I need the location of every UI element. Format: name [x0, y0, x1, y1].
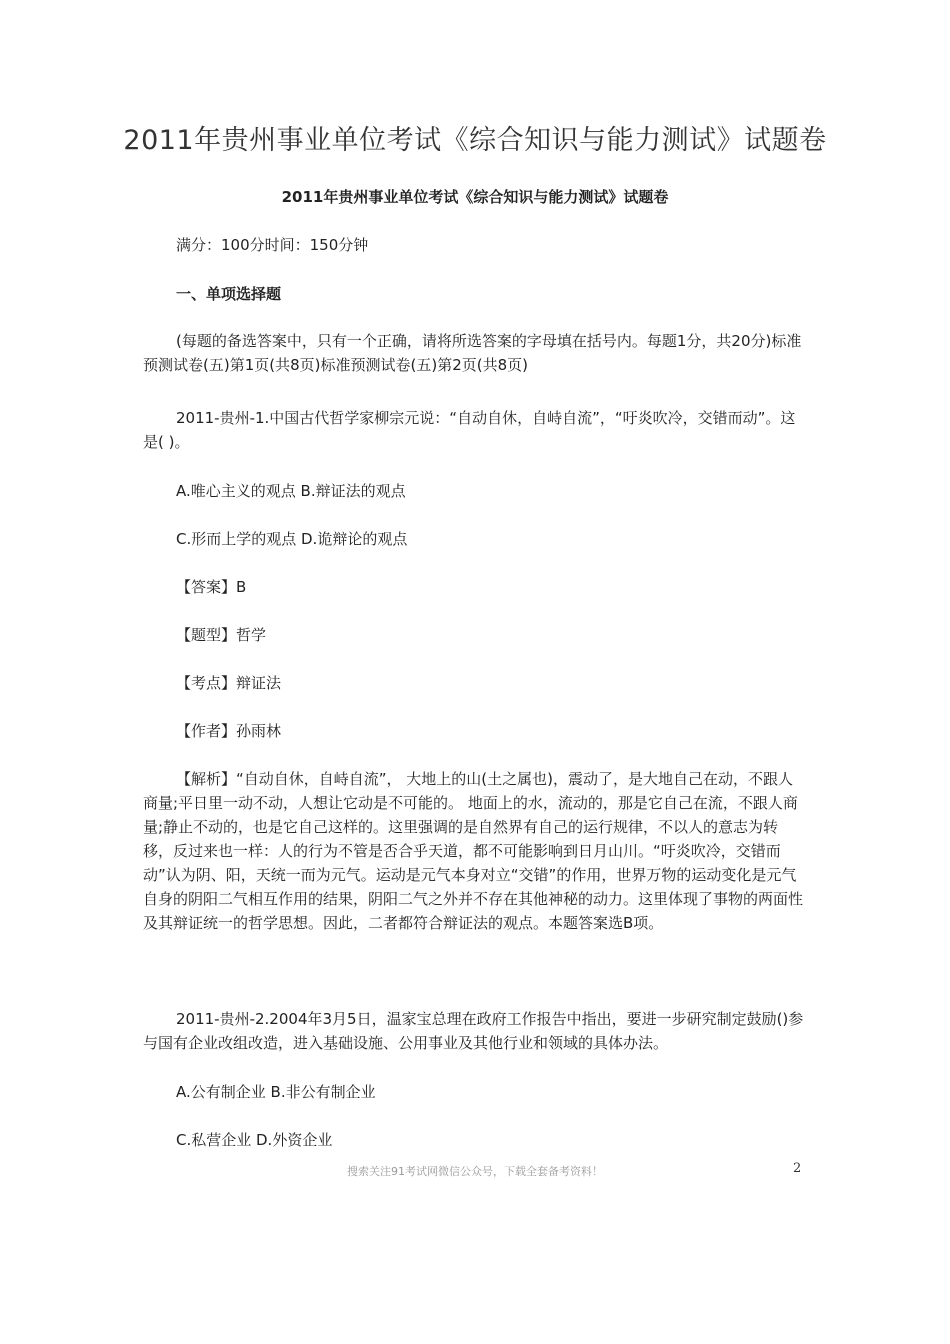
question-1-options-ab: A.唯心主义的观点 B.辩证法的观点 — [176, 482, 406, 500]
question-2-options-cd: C.私营企业 D.外资企业 — [176, 1131, 333, 1149]
question-1-stem: 2011-贵州-1.中国古代哲学家柳宗元说：“自动自休，自峙自流”，“吁炎吹冷，交错而动”。这是( )。 — [143, 409, 796, 451]
instructions: (每题的备选答案中，只有一个正确，请将所选答案的字母填在括号内。每题1分，共20分)标准预测试卷(五)第1页(共8页)标准预测试卷(五)第2页(共8页) — [143, 332, 802, 374]
footer-note: 搜索关注91考试网微信公众号，下载全套备考资料！ — [347, 1165, 603, 1178]
question-1-answer: 【答案】B — [176, 578, 247, 596]
section-heading: 一、单项选择题 — [176, 285, 282, 303]
question-1-options-cd: C.形而上学的观点 D.诡辩论的观点 — [176, 530, 408, 548]
question-1-analysis: 【解析】“自动自休，自峙自流”， 大地上的山(土之属也)，震动了，是大地自己在动，不跟人商量;平日里一动不动，人想让它动是不可能的。 地面上的水，流动的，那是它自己在流，不跟人商量;静止不动的，也是它自己这样的。这里强调的是自然界有自己的运行规律，不以人的意志为转移，反过来也一样：人的行为不管是否合乎天道，都不可能影响到日月山川。“吁炎吹冷，交错而动”认为阴、阳，天统一而为元气。运动是元气本身对立“交错”的作用，世界万物的运动变化是元气自身的阴阳二气相互作用的结果，阴阳二气之外并不存在其他神秘的动力。这里体现了事物的两面性及其辩证统一的哲学思想。因此，二者都符合辩证法的观点。本题答案选B项。 — [143, 770, 804, 932]
question-2-options-ab: A.公有制企业 B.非公有制企业 — [176, 1083, 376, 1101]
document-subtitle: 2011年贵州事业单位考试《综合知识与能力测试》试题卷 — [281, 188, 669, 206]
score-time: 满分：100分时间：150分钟 — [176, 236, 369, 254]
question-1-type: 【题型】哲学 — [176, 626, 267, 644]
question-1-point: 【考点】辩证法 — [176, 674, 282, 692]
question-1-author: 【作者】孙雨林 — [176, 722, 282, 740]
document-title: 2011年贵州事业单位考试《综合知识与能力测试》试题卷 — [123, 125, 827, 156]
page-number: 2 — [793, 1161, 802, 1176]
question-2-stem: 2011-贵州-2.2004年3月5日，温家宝总理在政府工作报告中指出，要进一步研究制定鼓励()参与国有企业改组改造，进入基础设施、公用事业及其他行业和领域的具体办法。 — [143, 1010, 804, 1052]
